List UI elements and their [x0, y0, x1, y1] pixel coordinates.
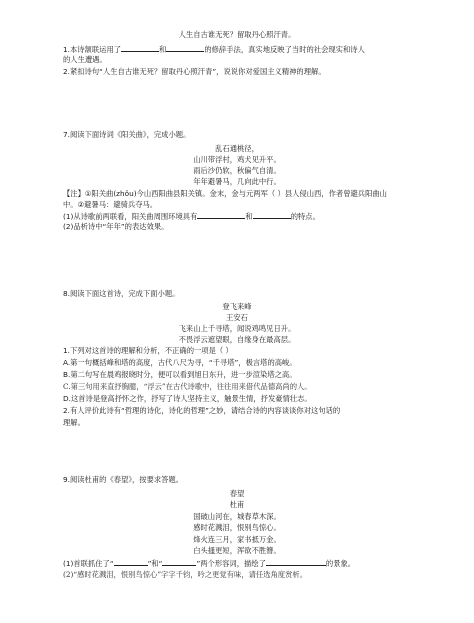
section9-poem-line-4: 白头搔更短，浑欲不胜簪。	[193, 546, 281, 555]
section1-question-1-line-1	[63, 44, 365, 55]
q1-text-b: 和	[159, 45, 167, 54]
answer-blank[interactable]	[253, 211, 291, 219]
section8-poem-title: 登飞来峰	[222, 302, 252, 311]
sub1-text-b: 和	[245, 212, 253, 221]
section7-poem-line-4: 年年避暑马，几向此中行。	[193, 177, 281, 186]
sub1-text-c: 的特点。	[290, 212, 320, 221]
sub1-text-a: (1)从诗歌前两联看，阳关曲周围环境具有	[63, 212, 198, 221]
s9q1-text-d: 的景象。	[325, 559, 356, 568]
q1-text-a: 1.本诗颔联运用了	[63, 45, 122, 54]
answer-blank[interactable]	[266, 558, 326, 566]
section9-question-1	[63, 558, 355, 569]
section1-question-2: 2.紧扣诗句“人生自古谁无死？留取丹心照汗青”，说说你对爱国主义精神的理解。	[63, 67, 326, 76]
section8-poem-line-2: 不畏浮云遮望眼，自缘身在最高层。	[178, 335, 296, 344]
answer-blank[interactable]	[166, 44, 204, 52]
section9-question-2: (2)“感时花溅泪，恨别鸟惊心”字字千钧，吟之更觉有味，请任选角度赏析。	[63, 570, 307, 579]
section9-poem-line-2: 感时花溅泪，恨别鸟惊心。	[193, 523, 281, 532]
section8-option-d[interactable]: D.这首诗是登高抒怀之作，抒写了诗人坚持主义，触景生情，抒发豪情壮志。	[63, 394, 312, 403]
section9-poem-author: 杜甫	[229, 500, 245, 509]
section8-poem-author: 王安石	[226, 313, 248, 322]
q1-text-c: 的修辞手法，真实地反映了当时的社会现实和诗人	[204, 45, 365, 54]
section9-poem-title: 春望	[229, 489, 245, 498]
section7-poem-line-1: 乱石通桃径，	[215, 144, 259, 153]
section8-option-c[interactable]: C.第三句用来直抒胸臆，“浮云”在古代诗歌中，往往用来借代品德高尚的人。	[63, 382, 312, 391]
section1-heading: 人生自古谁无死？留取丹心照汗青。	[178, 30, 296, 39]
section9-poem-line-3: 烽火连三月，家书抵万金。	[193, 535, 281, 544]
section7-note-line-1: 【注】①阳关曲(zhǒu)今山西阳曲县阳关镇。金末，金与元两军（ ）县人侵山西，作者曾避兵阳曲山	[63, 189, 387, 198]
section9-poem-line-1: 国破山河在，城春草木深。	[193, 512, 281, 521]
s9q1-text-b: ”和“	[147, 559, 163, 568]
section9-title: 9.阅读杜甫的《春望》，按要求答题。	[63, 475, 184, 484]
section8-question-2-line-2: 理解。	[63, 418, 85, 427]
answer-blank[interactable]	[162, 558, 196, 566]
s9q1-text-a: (1)首联抓住了“	[63, 559, 114, 568]
section8-question-2-line-1: 2.有人评价此诗有“哲理的诗化，诗化的哲理”之妙，请结合诗的内容谈谈你对这句话的	[63, 406, 341, 415]
answer-blank[interactable]	[121, 44, 159, 52]
section7-title: 7.阅读下面诗词《阳关曲》，完成小题。	[63, 130, 191, 139]
section1-question-1-line-2: 的人生遭遇。	[63, 55, 107, 64]
section8-option-b[interactable]: B.第二句写在晨鸡报晓时分，便可以看到旭日东升，进一步渲染塔之高。	[63, 370, 297, 379]
section7-subquestion-2: (2)品析诗中“年年”的表达效果。	[63, 222, 169, 231]
s9q1-text-c: ”两个形容词，描绘了	[196, 559, 266, 568]
section7-subquestion-1	[63, 211, 320, 222]
section8-poem-line-1: 飞来山上千寻塔，闻说鸡鸣见日升。	[178, 324, 296, 333]
answer-blank[interactable]	[114, 558, 148, 566]
answer-blank[interactable]	[197, 211, 245, 219]
section7-poem-line-3: 雨后沙仍软，秋偏气自清。	[193, 166, 281, 175]
section7-poem-line-2: 山川带浮村，鸡犬见升平。	[193, 155, 281, 164]
section8-question-1: 1.下列对这首诗的理解和分析，不正确的一项是（ ）	[63, 346, 233, 355]
section7-note-line-2: 中。②避暑马：避骑兵夺马。	[63, 200, 158, 209]
section8-option-a[interactable]: A.第一句概括峰和塔的高度，古代八尺为寻，“千寻塔”，极言塔的高峻。	[63, 358, 297, 367]
section8-title: 8.阅读下面这首诗，完成下面小题。	[63, 289, 180, 298]
